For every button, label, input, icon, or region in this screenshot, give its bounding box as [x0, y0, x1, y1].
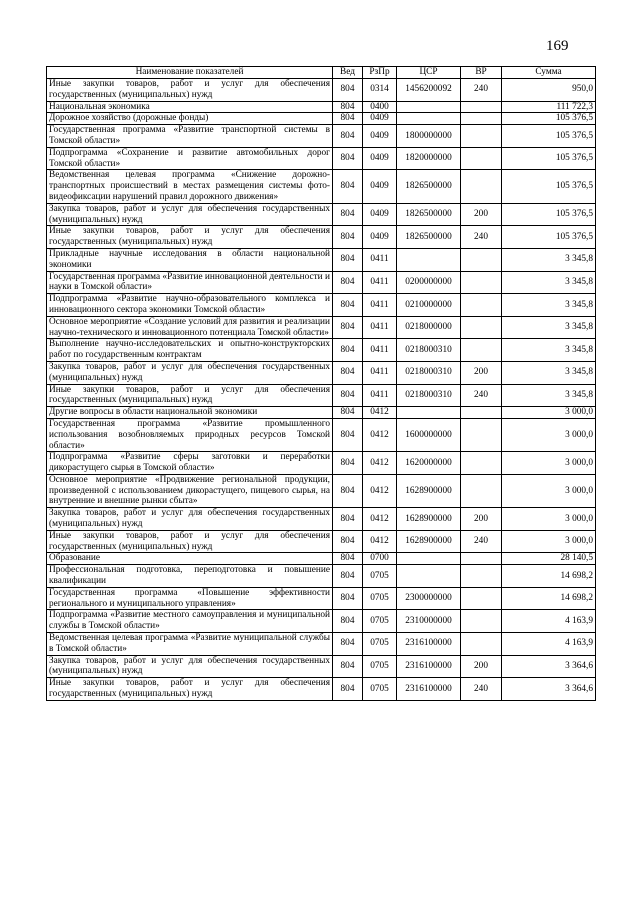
row-rzpr: 0411 — [363, 339, 397, 362]
row-sum: 3 000,0 — [502, 474, 596, 507]
row-ved: 804 — [333, 113, 363, 125]
row-rzpr: 0409 — [363, 113, 397, 125]
table-row — [47, 271, 596, 294]
row-ved: 804 — [333, 452, 363, 475]
row-ved: 804 — [333, 530, 363, 553]
row-csr — [397, 553, 461, 565]
row-sum: 3 364,6 — [502, 655, 596, 678]
row-sum: 3 000,0 — [502, 407, 596, 419]
row-rzpr: 0411 — [363, 384, 397, 407]
row-name: Государственная программа «Развитие транспортной системы в Томской области» — [47, 125, 333, 148]
row-rzpr: 0412 — [363, 418, 397, 451]
row-csr: 2300000000 — [397, 587, 461, 610]
row-vr — [461, 101, 502, 113]
row-rzpr: 0409 — [363, 147, 397, 170]
row-rzpr: 0705 — [363, 633, 397, 656]
header-name: Наименование показателей — [47, 67, 333, 79]
row-csr: 1820000000 — [397, 147, 461, 170]
row-name: Закупка товаров, работ и услуг для обеспечения государственных (муниципальных) нужд — [47, 361, 333, 384]
row-vr: 200 — [461, 361, 502, 384]
row-sum: 950,0 — [502, 79, 596, 102]
row-vr: 200 — [461, 508, 502, 531]
row-name: Государственная программа «Развитие промышленного использования возобновляемых природных ресурсов Томской области» — [47, 418, 333, 451]
table-row — [47, 170, 596, 203]
row-sum: 105 376,5 — [502, 203, 596, 226]
row-vr — [461, 316, 502, 339]
row-rzpr: 0412 — [363, 530, 397, 553]
row-rzpr: 0705 — [363, 655, 397, 678]
table-row — [47, 125, 596, 148]
row-csr — [397, 113, 461, 125]
row-name: Государственная программа «Повышение эффективности регионального и муниципального управления» — [47, 587, 333, 610]
row-csr: 1628900000 — [397, 530, 461, 553]
table-row — [47, 418, 596, 451]
row-ved: 804 — [333, 407, 363, 419]
row-rzpr: 0705 — [363, 565, 397, 588]
row-name: Ведомственная целевая программа «Снижение дорожно-транспортных происшествий в местах размещения системы фото-видеофиксации нарушений правил дорожного движения» — [47, 170, 333, 203]
row-name: Подпрограмма «Развитие научно-образовательного комплекса и инновационного сектора экономики Томской области» — [47, 294, 333, 317]
row-ved: 804 — [333, 147, 363, 170]
row-ved: 804 — [333, 633, 363, 656]
table-row — [47, 101, 596, 113]
table-row — [47, 452, 596, 475]
row-name: Иные закупки товаров, работ и услуг для обеспечения государственных (муниципальных) нужд — [47, 384, 333, 407]
row-vr — [461, 474, 502, 507]
row-rzpr: 0409 — [363, 125, 397, 148]
row-vr: 240 — [461, 79, 502, 102]
row-name: Закупка товаров, работ и услуг для обеспечения государственных (муниципальных) нужд — [47, 508, 333, 531]
row-ved: 804 — [333, 655, 363, 678]
row-ved: 804 — [333, 553, 363, 565]
row-name: Иные закупки товаров, работ и услуг для обеспечения государственных (муниципальных) нужд — [47, 226, 333, 249]
row-rzpr: 0705 — [363, 587, 397, 610]
row-csr — [397, 565, 461, 588]
table-row — [47, 655, 596, 678]
row-csr: 0210000000 — [397, 294, 461, 317]
row-vr — [461, 418, 502, 451]
row-rzpr: 0705 — [363, 678, 397, 701]
row-rzpr: 0412 — [363, 474, 397, 507]
row-vr — [461, 248, 502, 271]
row-csr: 1456200092 — [397, 79, 461, 102]
row-csr: 1826500000 — [397, 203, 461, 226]
row-csr: 2316100000 — [397, 678, 461, 701]
row-vr — [461, 407, 502, 419]
row-sum: 3 345,8 — [502, 361, 596, 384]
row-sum: 28 140,5 — [502, 553, 596, 565]
table-row — [47, 508, 596, 531]
row-vr: 240 — [461, 384, 502, 407]
row-name: Выполнение научно-исследовательских и опытно-конструкторских работ по государственным контрактам — [47, 339, 333, 362]
row-csr — [397, 248, 461, 271]
table-row — [47, 565, 596, 588]
row-ved: 804 — [333, 316, 363, 339]
row-sum: 105 376,5 — [502, 226, 596, 249]
budget-table — [46, 66, 596, 701]
row-sum: 3 000,0 — [502, 508, 596, 531]
row-rzpr: 0412 — [363, 508, 397, 531]
table-row — [47, 474, 596, 507]
table-row — [47, 294, 596, 317]
row-rzpr: 0409 — [363, 170, 397, 203]
row-csr: 2316100000 — [397, 633, 461, 656]
row-csr: 1600000000 — [397, 418, 461, 451]
row-ved: 804 — [333, 170, 363, 203]
table-row — [47, 407, 596, 419]
row-name: Государственная программа «Развитие инновационной деятельности и науки в Томской области» — [47, 271, 333, 294]
row-csr: 0218000000 — [397, 316, 461, 339]
row-rzpr: 0700 — [363, 553, 397, 565]
table-row — [47, 587, 596, 610]
row-vr — [461, 113, 502, 125]
row-sum: 4 163,9 — [502, 610, 596, 633]
header-ved: Вед — [333, 67, 363, 79]
row-sum: 111 722,3 — [502, 101, 596, 113]
table-row — [47, 147, 596, 170]
row-name: Национальная экономика — [47, 101, 333, 113]
row-name: Другие вопросы в области национальной экономики — [47, 407, 333, 419]
row-sum: 14 698,2 — [502, 565, 596, 588]
row-vr — [461, 125, 502, 148]
row-sum: 3 345,8 — [502, 316, 596, 339]
row-name: Основное мероприятие «Создание условий для развития и реализации научно-технического и инновационного потенциала Томской области» — [47, 316, 333, 339]
table-row — [47, 610, 596, 633]
row-name: Закупка товаров, работ и услуг для обеспечения государственных (муниципальных) нужд — [47, 655, 333, 678]
table-row — [47, 248, 596, 271]
row-vr — [461, 610, 502, 633]
header-vr: ВР — [461, 67, 502, 79]
row-rzpr: 0411 — [363, 294, 397, 317]
row-sum: 3 000,0 — [502, 452, 596, 475]
row-sum: 3 345,8 — [502, 271, 596, 294]
table-row — [47, 530, 596, 553]
row-ved: 804 — [333, 418, 363, 451]
row-vr — [461, 339, 502, 362]
row-vr — [461, 633, 502, 656]
row-ved: 804 — [333, 610, 363, 633]
row-name: Подпрограмма «Развитие местного самоуправления и муниципальной службы в Томской области» — [47, 610, 333, 633]
row-name: Иные закупки товаров, работ и услуг для обеспечения государственных (муниципальных) нужд — [47, 530, 333, 553]
row-ved: 804 — [333, 203, 363, 226]
table-row — [47, 79, 596, 102]
row-vr — [461, 587, 502, 610]
table-row — [47, 226, 596, 249]
row-csr: 0218000310 — [397, 361, 461, 384]
table-row — [47, 316, 596, 339]
row-ved: 804 — [333, 508, 363, 531]
row-rzpr: 0412 — [363, 407, 397, 419]
row-sum: 3 345,8 — [502, 339, 596, 362]
row-csr: 1628900000 — [397, 508, 461, 531]
row-sum: 3 000,0 — [502, 530, 596, 553]
table-row — [47, 203, 596, 226]
row-sum: 3 345,8 — [502, 248, 596, 271]
header-csr: ЦСР — [397, 67, 461, 79]
row-name: Дорожное хозяйство (дорожные фонды) — [47, 113, 333, 125]
row-name: Закупка товаров, работ и услуг для обеспечения государственных (муниципальных) нужд — [47, 203, 333, 226]
row-name: Профессиональная подготовка, переподготовка и повышение квалификации — [47, 565, 333, 588]
row-name: Подпрограмма «Развитие сферы заготовки и переработки дикорастущего сырья в Томской области» — [47, 452, 333, 475]
row-rzpr: 0705 — [363, 610, 397, 633]
row-name: Подпрограмма «Сохранение и развитие автомобильных дорог Томской области» — [47, 147, 333, 170]
row-ved: 804 — [333, 339, 363, 362]
row-ved: 804 — [333, 101, 363, 113]
row-csr: 1628900000 — [397, 474, 461, 507]
row-csr: 1800000000 — [397, 125, 461, 148]
row-vr: 200 — [461, 203, 502, 226]
row-csr: 0218000310 — [397, 339, 461, 362]
row-sum: 3 345,8 — [502, 294, 596, 317]
header-sum: Сумма — [502, 67, 596, 79]
row-csr: 2316100000 — [397, 655, 461, 678]
row-sum: 3 000,0 — [502, 418, 596, 451]
row-name: Иные закупки товаров, работ и услуг для обеспечения государственных (муниципальных) нужд — [47, 79, 333, 102]
row-rzpr: 0314 — [363, 79, 397, 102]
row-ved: 804 — [333, 587, 363, 610]
row-ved: 804 — [333, 271, 363, 294]
row-rzpr: 0411 — [363, 271, 397, 294]
row-sum: 4 163,9 — [502, 633, 596, 656]
row-vr — [461, 294, 502, 317]
table-row — [47, 553, 596, 565]
page-number: 169 — [546, 38, 569, 54]
row-sum: 105 376,5 — [502, 113, 596, 125]
row-ved: 804 — [333, 384, 363, 407]
row-ved: 804 — [333, 361, 363, 384]
table-header-row — [47, 67, 596, 79]
row-ved: 804 — [333, 678, 363, 701]
row-sum: 105 376,5 — [502, 125, 596, 148]
row-name: Ведомственная целевая программа «Развитие муниципальной службы в Томской области» — [47, 633, 333, 656]
table-row — [47, 678, 596, 701]
row-rzpr: 0411 — [363, 248, 397, 271]
row-vr — [461, 565, 502, 588]
row-ved: 804 — [333, 565, 363, 588]
table-row — [47, 384, 596, 407]
row-rzpr: 0411 — [363, 361, 397, 384]
row-ved: 804 — [333, 294, 363, 317]
row-sum: 3 364,6 — [502, 678, 596, 701]
row-ved: 804 — [333, 125, 363, 148]
row-csr — [397, 101, 461, 113]
row-ved: 804 — [333, 226, 363, 249]
table-row — [47, 633, 596, 656]
row-ved: 804 — [333, 474, 363, 507]
header-rzpr: РзПр — [363, 67, 397, 79]
row-vr: 240 — [461, 226, 502, 249]
row-ved: 804 — [333, 248, 363, 271]
row-sum: 3 345,8 — [502, 384, 596, 407]
row-sum: 14 698,2 — [502, 587, 596, 610]
table-row — [47, 113, 596, 125]
row-name: Образование — [47, 553, 333, 565]
row-rzpr: 0400 — [363, 101, 397, 113]
row-csr — [397, 407, 461, 419]
row-vr — [461, 170, 502, 203]
row-vr — [461, 553, 502, 565]
row-sum: 105 376,5 — [502, 170, 596, 203]
row-rzpr: 0409 — [363, 203, 397, 226]
table-row — [47, 361, 596, 384]
row-name: Основное мероприятие «Продвижение региональной продукции, произведенной с использованием дикорастущего, пищевого сырья, на внутренние и внешние рынки сбыта» — [47, 474, 333, 507]
row-vr: 240 — [461, 530, 502, 553]
row-rzpr: 0412 — [363, 452, 397, 475]
row-csr: 1826500000 — [397, 226, 461, 249]
row-sum: 105 376,5 — [502, 147, 596, 170]
row-csr: 1826500000 — [397, 170, 461, 203]
row-ved: 804 — [333, 79, 363, 102]
row-vr — [461, 271, 502, 294]
row-rzpr: 0409 — [363, 226, 397, 249]
row-vr — [461, 147, 502, 170]
row-csr: 0200000000 — [397, 271, 461, 294]
row-name: Иные закупки товаров, работ и услуг для обеспечения государственных (муниципальных) нужд — [47, 678, 333, 701]
row-csr: 0218000310 — [397, 384, 461, 407]
row-csr: 2310000000 — [397, 610, 461, 633]
row-vr: 200 — [461, 655, 502, 678]
row-csr: 1620000000 — [397, 452, 461, 475]
row-rzpr: 0411 — [363, 316, 397, 339]
row-vr: 240 — [461, 678, 502, 701]
table-row — [47, 339, 596, 362]
row-name: Прикладные научные исследования в области национальной экономики — [47, 248, 333, 271]
row-vr — [461, 452, 502, 475]
